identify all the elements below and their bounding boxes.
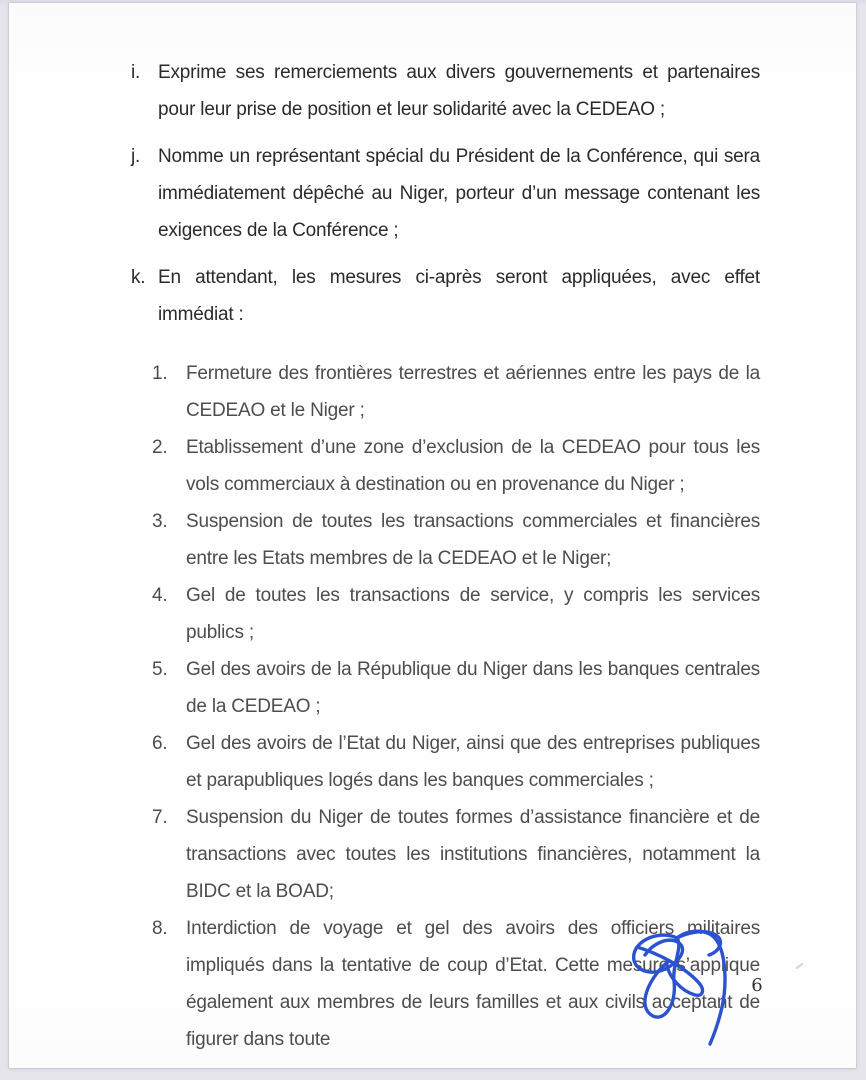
list-item-7	[152, 799, 760, 910]
list-item-k	[131, 259, 760, 333]
item-text: Exprime ses remerciements aux divers gouvernements et partenaires pour leur prise de position et leur solidarité avec la CEDEAO ;	[158, 62, 760, 120]
paper-smudge	[795, 963, 804, 970]
item-text: Gel de toutes les transactions de service, y compris les services publics ;	[186, 585, 760, 643]
item-text: Gel des avoirs de l’Etat du Niger, ainsi que des entreprises publiques et parapubliques logés dans les banques commerciales ;	[186, 733, 760, 791]
document-content	[9, 3, 856, 1068]
item-marker: j.	[131, 146, 141, 167]
handwritten-signature	[615, 921, 745, 1053]
list-item-6	[152, 725, 760, 799]
page-number: 6	[751, 975, 763, 996]
item-marker: 1.	[152, 363, 168, 384]
document-page	[9, 3, 856, 1068]
item-marker: i.	[131, 62, 141, 83]
list-item-2	[152, 429, 760, 503]
list-item-5	[152, 651, 760, 725]
list-item-3	[152, 503, 760, 577]
item-marker: 7.	[152, 807, 168, 828]
item-text: En attendant, les mesures ci-après seront appliquées, avec effet immédiat :	[158, 267, 760, 325]
item-marker: 4.	[152, 585, 168, 606]
list-item-4	[152, 577, 760, 651]
item-text: Suspension du Niger de toutes formes d’assistance financière et de transactions avec toutes les institutions financières, notamment la BIDC et la BOAD;	[186, 807, 760, 902]
lettered-list	[131, 54, 760, 333]
item-marker: 8.	[152, 918, 168, 939]
item-text: Fermeture des frontières terrestres et aériennes entre les pays de la CEDEAO et le Niger ;	[186, 363, 760, 421]
item-marker: 3.	[152, 511, 168, 532]
item-text: Nomme un représentant spécial du Président de la Conférence, qui sera immédiatement dépêché au Niger, porteur d’un message contenant les exigences de la Conférence ;	[158, 146, 760, 241]
item-marker: 5.	[152, 659, 168, 680]
item-marker: 6.	[152, 733, 168, 754]
list-item-i	[131, 54, 760, 128]
item-text: Suspension de toutes les transactions commerciales et financières entre les Etats membres de la CEDEAO et le Niger;	[186, 511, 760, 569]
item-marker: k.	[131, 267, 146, 288]
list-item-1	[152, 355, 760, 429]
item-text: Etablissement d’une zone d’exclusion de la CEDEAO pour tous les vols commerciaux à destination ou en provenance du Niger ;	[186, 437, 760, 495]
list-item-j	[131, 138, 760, 249]
item-text: Interdiction de voyage et gel des avoirs des officiers militaires impliqués dans la tentative de coup d’Etat. Cette mesure s’applique également aux membres de leurs familles et aux civils acceptant de figurer dans toute	[186, 918, 760, 1050]
item-text: Gel des avoirs de la République du Niger dans les banques centrales de la CEDEAO ;	[186, 659, 760, 717]
item-marker: 2.	[152, 437, 168, 458]
